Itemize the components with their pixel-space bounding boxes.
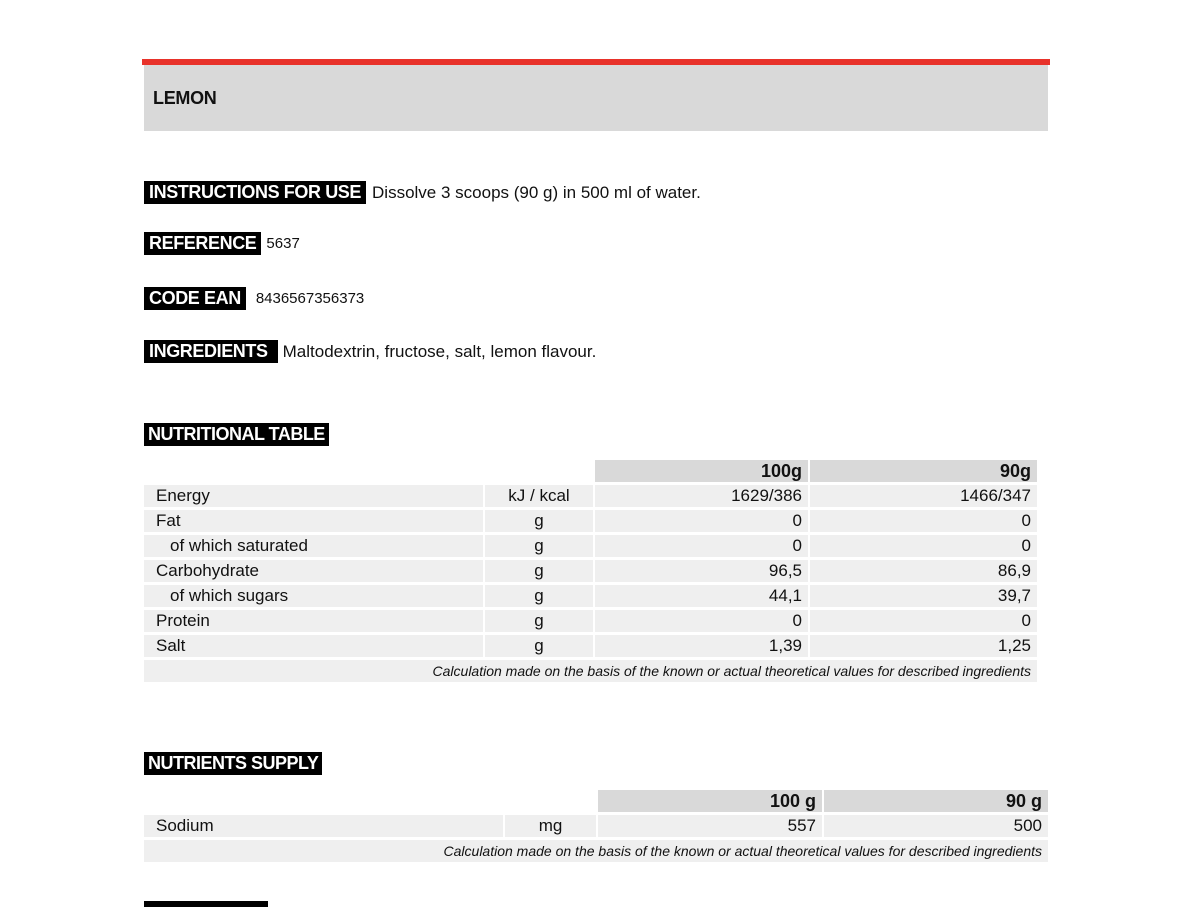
value-90g: 0: [810, 610, 1037, 632]
nutrient-unit: g: [485, 560, 593, 582]
nutrient-label: Fat: [144, 510, 483, 532]
value-100g: 557: [598, 815, 822, 837]
table-footnote-row: [144, 840, 1048, 862]
nutrient-label: Sodium: [144, 815, 503, 837]
next-section-tag: [144, 901, 268, 907]
nutrient-label: of which sugars: [144, 585, 483, 607]
table-footnote-row: [144, 660, 1037, 682]
value-100g: 0: [595, 535, 808, 557]
table-row: [144, 510, 1037, 532]
field-reference: [144, 232, 300, 255]
table-row: [144, 560, 1037, 582]
field-label: CODE EAN: [144, 287, 246, 310]
value-100g: 0: [595, 510, 808, 532]
nutrient-label: of which saturated: [144, 535, 483, 557]
table-row: [144, 535, 1037, 557]
nutrient-label: Salt: [144, 635, 483, 657]
column-header-100g: 100g: [595, 460, 808, 482]
value-90g: 86,9: [810, 560, 1037, 582]
field-value: 8436567356373: [255, 290, 365, 307]
field-ingredients: [144, 340, 596, 363]
value-90g: 1466/347: [810, 485, 1037, 507]
nutrient-unit: g: [485, 510, 593, 532]
nutrient-label: Carbohydrate: [144, 560, 483, 582]
nutrient-unit: g: [485, 535, 593, 557]
table-row: [144, 585, 1037, 607]
column-header-100g: 100 g: [598, 790, 822, 812]
field-value: Maltodextrin, fructose, salt, lemon flavour.: [282, 341, 597, 361]
nutritional-table-title: NUTRITIONAL TABLE: [144, 423, 329, 446]
value-100g: 1,39: [595, 635, 808, 657]
field-label: INGREDIENTS: [144, 340, 278, 363]
value-90g: 1,25: [810, 635, 1037, 657]
value-90g: 0: [810, 510, 1037, 532]
field-instructions: [144, 181, 701, 204]
product-name: LEMON: [153, 88, 217, 108]
value-90g: 39,7: [810, 585, 1037, 607]
value-100g: 1629/386: [595, 485, 808, 507]
table-row: [144, 635, 1037, 657]
nutrient-unit: kJ / kcal: [485, 485, 593, 507]
value-90g: 0: [810, 535, 1037, 557]
nutrient-label: Energy: [144, 485, 483, 507]
table-row: [144, 815, 1048, 837]
value-100g: 96,5: [595, 560, 808, 582]
table-footnote: Calculation made on the basis of the known or actual theoretical values for described ingredients: [144, 840, 1048, 862]
table-row: [144, 485, 1037, 507]
nutrients-supply-table: [142, 787, 1050, 865]
nutrient-unit: mg: [505, 815, 596, 837]
table-row: [144, 610, 1037, 632]
column-header-90g: 90g: [810, 460, 1037, 482]
column-header-90g: 90 g: [824, 790, 1048, 812]
field-value: Dissolve 3 scoops (90 g) in 500 ml of water.: [372, 182, 701, 202]
table-header-row: [144, 790, 1048, 812]
table-header-row: [144, 460, 1037, 482]
field-value: 5637: [266, 235, 300, 252]
field-label: REFERENCE: [144, 232, 261, 255]
nutrients-supply-title: NUTRIENTS SUPPLY: [144, 752, 322, 775]
value-90g: 500: [824, 815, 1048, 837]
table-footnote: Calculation made on the basis of the known or actual theoretical values for described ingredients: [144, 660, 1037, 682]
nutritional-table: [142, 457, 1039, 685]
value-100g: 0: [595, 610, 808, 632]
nutrient-unit: g: [485, 610, 593, 632]
product-title-band: [144, 65, 1048, 131]
value-100g: 44,1: [595, 585, 808, 607]
nutrient-unit: g: [485, 635, 593, 657]
nutrient-unit: g: [485, 585, 593, 607]
nutrient-label: Protein: [144, 610, 483, 632]
field-code-ean: [144, 287, 364, 310]
field-label: INSTRUCTIONS FOR USE: [144, 181, 366, 204]
